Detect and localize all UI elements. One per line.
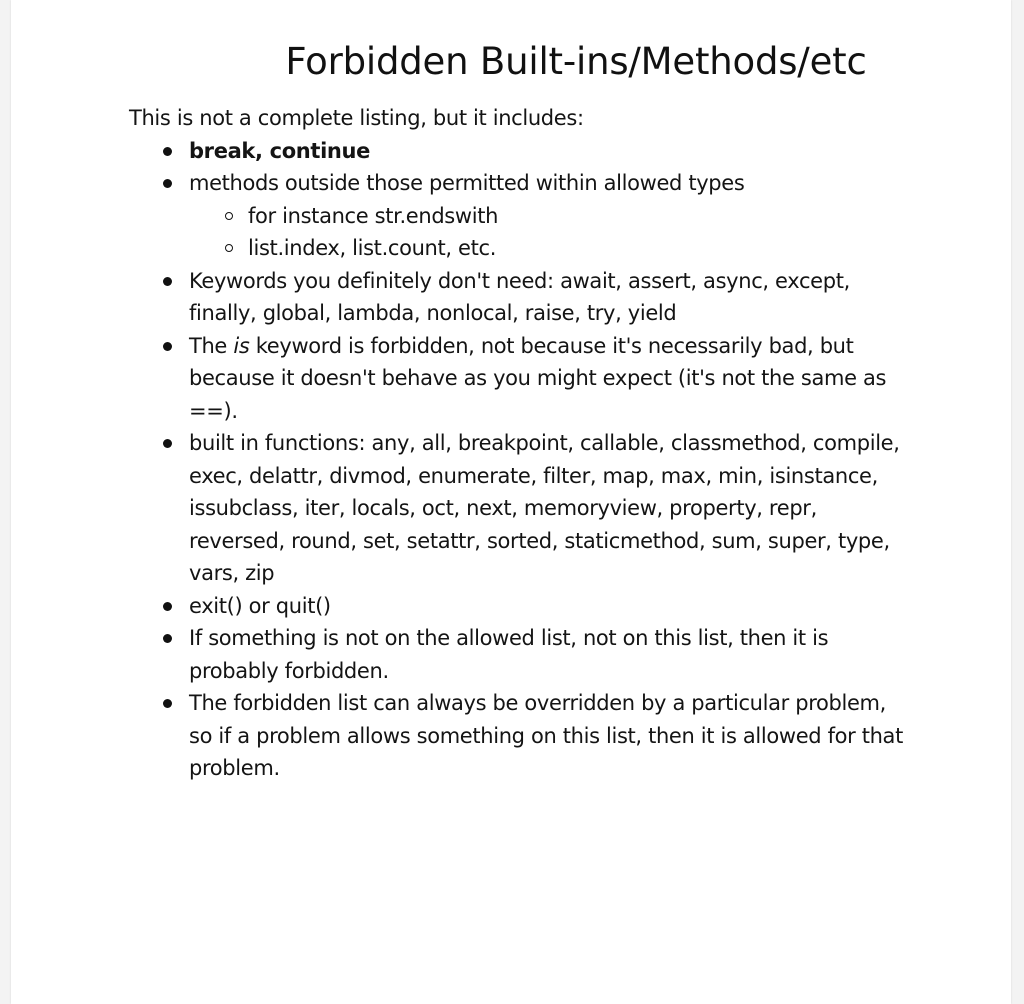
forbidden-list bbox=[129, 135, 909, 785]
is-prefix-text: The bbox=[189, 333, 234, 358]
slide-content bbox=[129, 102, 909, 785]
sublist-item: for instance str.endswith bbox=[189, 200, 909, 233]
slide-page bbox=[11, 0, 1011, 1004]
page-title: Forbidden Built-ins/Methods/etc bbox=[285, 40, 867, 83]
list-item-methods bbox=[129, 167, 909, 265]
list-item-builtins: built in functions: any, all, breakpoint, callable, classmethod, compile, exec, delattr, divmod, enumerate, filter, map, max, min, isinstance, issubclass, iter, locals, oct, next, memoryview, property, repr, reversed, round, set, setattr, sorted, staticmethod, sum, super, type, vars, zip bbox=[129, 427, 909, 590]
sublist-item: list.index, list.count, etc. bbox=[189, 232, 909, 265]
intro-text: This is not a complete listing, but it includes: bbox=[129, 106, 584, 130]
list-item-break-continue bbox=[129, 135, 909, 168]
list-item-not-allowed: If something is not on the allowed list, not on this list, then it is probably forbidden. bbox=[129, 622, 909, 687]
list-item-exit: exit() or quit() bbox=[129, 590, 909, 623]
methods-text: methods outside those permitted within allowed types bbox=[189, 171, 745, 195]
is-word-text: is bbox=[233, 333, 250, 358]
list-item-keywords: Keywords you definitely don't need: await, assert, async, except, finally, global, lambda, nonlocal, raise, try, yield bbox=[129, 265, 909, 330]
list-item-is-keyword bbox=[129, 330, 909, 428]
break-continue-text: break, continue bbox=[189, 138, 371, 163]
is-suffix-text: keyword is forbidden, not because it's necessarily bad, but because it doesn't behave as you might expect (it's not the same as ==). bbox=[189, 333, 887, 423]
list-item-override: The forbidden list can always be overridden by a particular problem, so if a problem allows something on this list, then it is allowed for that problem. bbox=[129, 687, 909, 785]
methods-sublist bbox=[189, 200, 909, 265]
